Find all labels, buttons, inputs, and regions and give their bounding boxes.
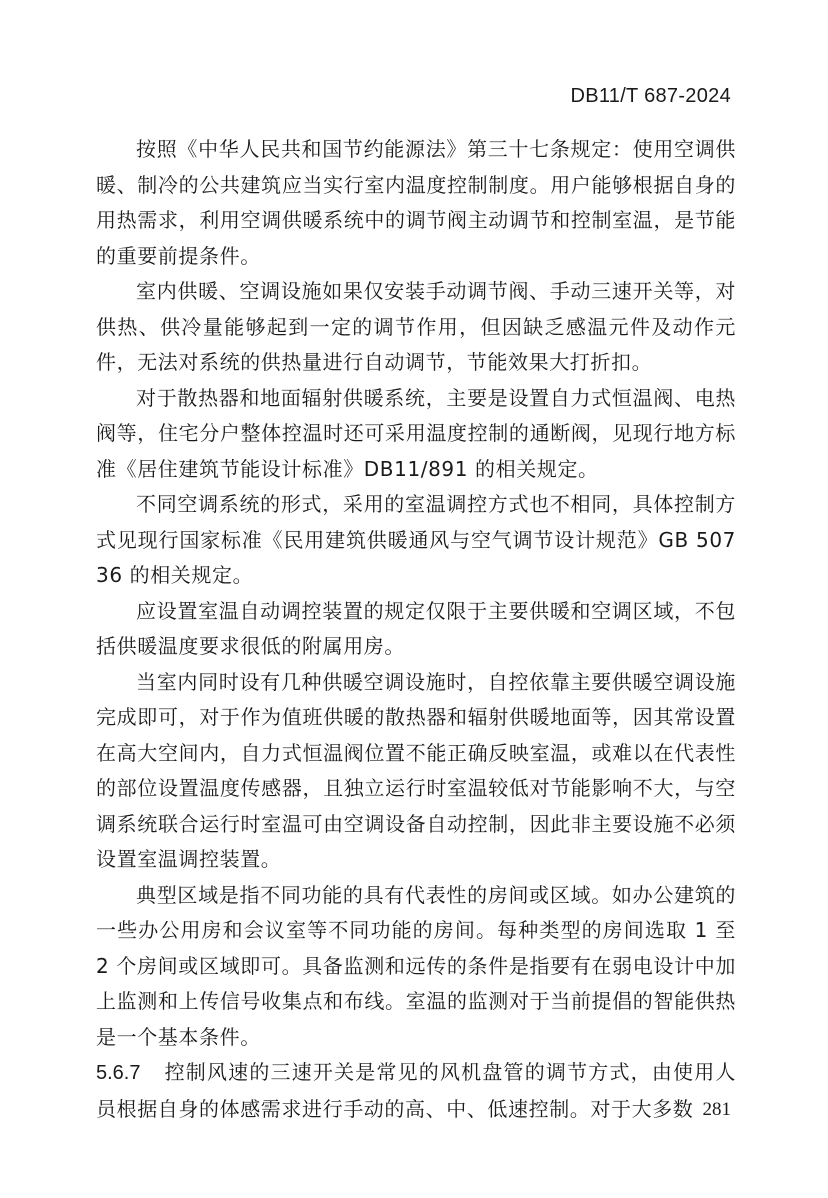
standard-code: DB11/T 687-2024 [570, 85, 731, 107]
paragraph-main-areas: 应设置室温自动调控装置的规定仅限于主要供暖和空调区域，不包括供暖温度要求很低的附属用房。 [96, 598, 736, 658]
clause-5-6-7 [96, 1055, 736, 1127]
paragraph-typical-areas: 典型区域是指不同功能的具有代表性的房间或区域。如办公建筑的一些办公用房和会议室等不同功能的房间。每种类型的房间选取 1 至 2 个房间或区域即可。具备监测和远传的条件是指要有在弱电设计中加上监测和上传信号收集点和布线。室温的监测对于当前提倡的智能供热是一个基本条件。 [96, 882, 737, 1049]
clause-number: 5.6.7 [96, 1062, 141, 1084]
paragraph-manual-valves: 室内供暖、空调设施如果仅安装手动调节阀、手动三速开关等，对供热、供冷量能够起到一定的调节作用，但因缺乏感温元件及动作元件，无法对系统的供热量进行自动调节，节能效果大打折扣。 [96, 279, 736, 374]
clause-text: 控制风速的三速开关是常见的风机盘管的调节方式，由使用人员根据自身的体感需求进行手动的高、中、低速控制。对于大多数 [96, 1060, 736, 1121]
paragraph-multiple-facilities: 当室内同时设有几种供暖空调设施时，自控依靠主要供暖空调设施完成即可，对于作为值班供暖的散热器和辐射供暖地面等，因其常设置在高大空间内，自力式恒温阀位置不能正确反映室温，或难以在代表性的部位设置温度传感器，且独立运行时室温较低对节能影响不大，与空调系统联合运行时室温可由空调设备自动控制，因此非主要设施不必须设置室温调控装置。 [96, 669, 736, 871]
paragraph-energy-law: 按照《中华人民共和国节约能源法》第三十七条规定：使用空调供暖、制冷的公共建筑应当实行室内温度控制制度。用户能够根据自身的用热需求，利用空调供暖系统中的调节阀主动调节和控制室温，是节能的重要前提条件。 [96, 137, 736, 268]
document-body [96, 132, 736, 1127]
paragraph-air-conditioning-forms: 不同空调系统的形式，采用的室温调控方式也不相同，具体控制方式见现行国家标准《民用建筑供暖通风与空气调节设计规范》GB 50736 的相关规定。 [96, 492, 736, 587]
page-number: 281 [702, 1099, 731, 1120]
paragraph-radiator-heating: 对于散热器和地面辐射供暖系统，主要是设置自力式恒温阀、电热阀等，住宅分户整体控温时还可采用温度控制的通断阀，见现行地方标准《居住建筑节能设计标准》DB11/891 的相关规定。 [96, 385, 736, 481]
